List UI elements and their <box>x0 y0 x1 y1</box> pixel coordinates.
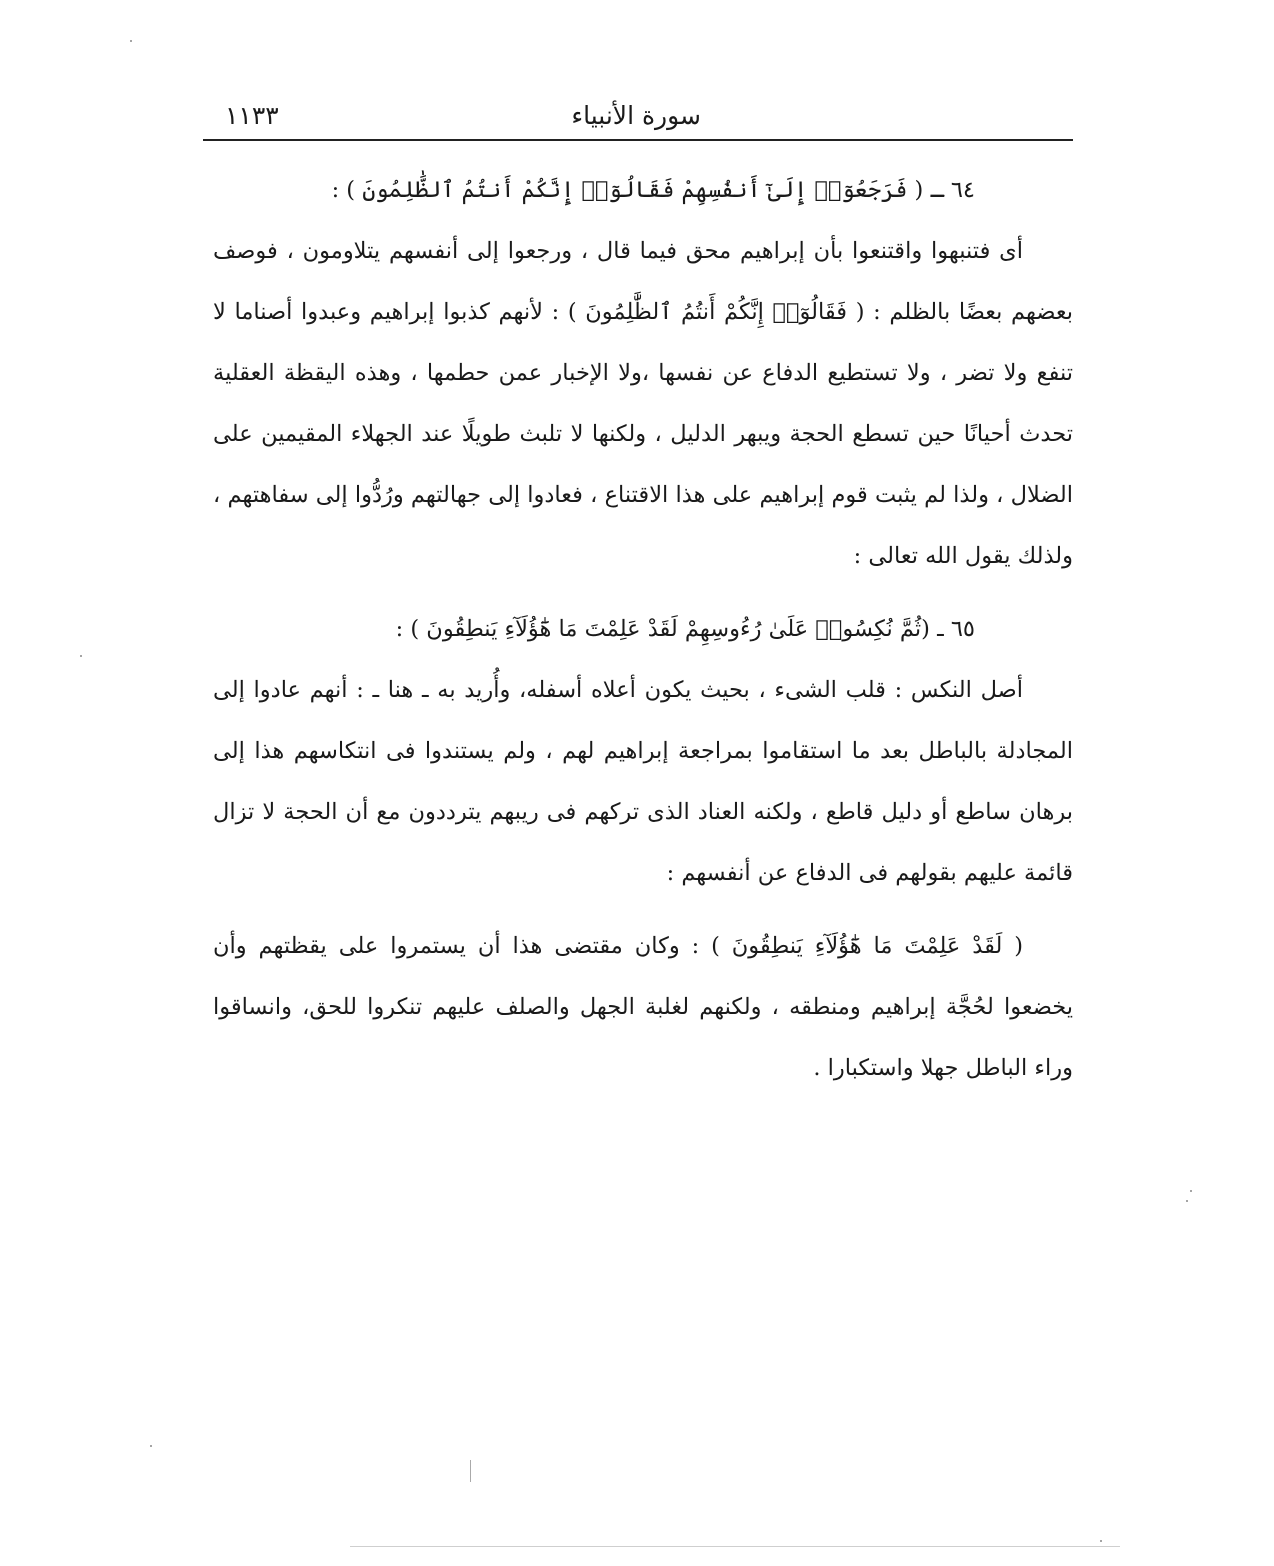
scan-speck <box>1190 1190 1192 1192</box>
scan-mark <box>470 1460 471 1482</box>
verse-65-commentary: أصل النكس : قلب الشىء ، بحيث يكون أعلاه أسفله، وأُريد به ـ هنا ـ : أنهم عادوا إلى المجادلة بالباطل بعد ما استقاموا بمراجعة إبراهيم لهم ، ولم يستندوا فى انتكاسهم هذا إلى برهان ساطع أو دليل قاطع ، ولكنه العناد الذى تركهم فى ريبهم يترددون مع أن الحجة لا تزال قائمة عليهم بقولهم فى الدفاع عن أنفسهم : <box>213 677 1073 886</box>
page-header <box>203 96 1073 138</box>
scan-speck <box>1100 1540 1102 1542</box>
scan-edge-line <box>350 1546 1120 1547</box>
closing-paragraph: ( لَقَدْ عَلِمْتَ مَا هَٰٓؤُلَآءِ يَنطِقُونَ ) : وكان مقتضى هذا أن يستمروا على يقظتهم وأن يخضعوا لحُجَّة إبراهيم ومنطقه ، ولكنهم لغلبة الجهل والصلف عليهم تنكروا للحق، وانساقوا وراء الباطل جهلا واستكبارا . <box>213 933 1073 1081</box>
scan-speck <box>80 655 82 657</box>
scan-speck <box>130 40 132 42</box>
page-number: ١١٣٣ <box>225 101 279 130</box>
surah-title: سورة الأنبياء <box>571 101 701 130</box>
verse-64-commentary: أى فتنبهوا واقتنعوا بأن إبراهيم محق فيما قال ، ورجعوا إلى أنفسهم يتلاومون ، فوصف بعضهم بعضًا بالظلم : ( فَقَالُوٓا۟ إِنَّكُمْ أَنتُمُ ٱلظَّٰلِمُونَ ) : لأنهم كذبوا إبراهيم وعبدوا أصناما لا تنفع ولا تضر ، ولا تستطيع الدفاع عن نفسها ،ولا الإخبار عمن حطمها ، وهذه اليقظة العقلية تحدث أحيانًا حين تسطع الحجة ويبهر الدليل ، ولكنها لا تلبث طويلًا عند الجهلاء المقيمين على الضلال ، ولذا لم يثبت قوم إبراهيم على هذا الاقتناع ، فعادوا إلى جهالتهم ورُدُّوا إلى سفاهتهم ، ولذلك يقول الله تعالى : <box>213 238 1073 569</box>
scan-speck <box>1186 1200 1188 1202</box>
section-gap <box>213 904 1073 916</box>
header-divider <box>203 139 1073 141</box>
section-gap <box>213 587 1073 599</box>
scan-speck <box>150 1445 152 1447</box>
page-body <box>213 160 1073 1099</box>
verse-64-heading: ٦٤ ـ ( فَرَجَعُوٓا۟ إِلَىٰٓ أَنفُسِهِمْ فَقَالُوٓا۟ إِنَّكُمْ أَنتُمُ ٱلظَّٰلِمُونَ ) : <box>331 177 975 203</box>
verse-65-heading: ٦٥ ـ (ثُمَّ نُكِسُوا۟ عَلَىٰ رُءُوسِهِمْ لَقَدْ عَلِمْتَ مَا هَٰٓؤُلَآءِ يَنطِقُونَ ) : <box>395 616 975 642</box>
